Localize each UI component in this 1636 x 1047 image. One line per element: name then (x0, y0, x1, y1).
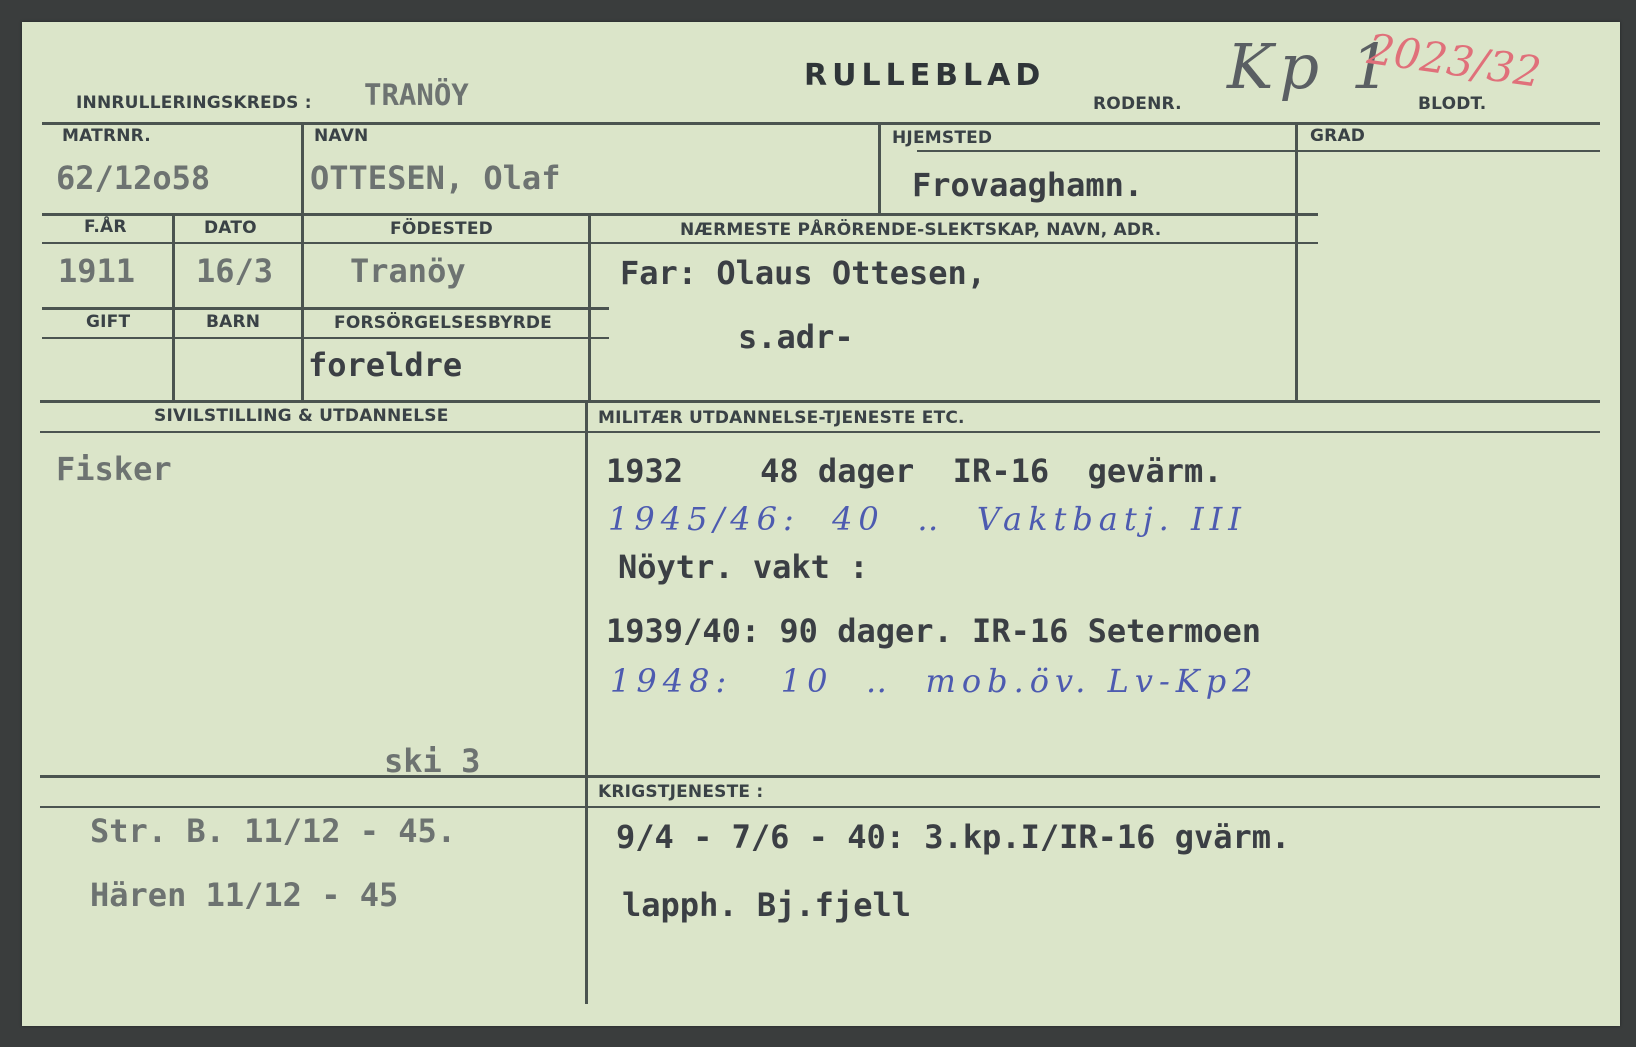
card-title: RULLEBLAD (804, 58, 1046, 93)
matrnr-label: MATRNR. (62, 126, 151, 146)
matrnr-value: 62/12o58 (56, 159, 211, 197)
rule-section-label (40, 431, 1600, 433)
krigstjeneste-label: KRIGSTJENESTE : (598, 782, 764, 802)
forsorgelse-value: foreldre (308, 346, 463, 384)
rule-row2-bottom (42, 307, 609, 310)
navn-label: NAVN (314, 126, 369, 146)
faar-label: F.ÅR (84, 217, 127, 237)
naermeste-label: NÆRMESTE PÅRÖRENDE-SLEKTSKAP, NAVN, ADR. (680, 220, 1162, 240)
dato-value: 16/3 (196, 252, 274, 290)
grad-label: GRAD (1310, 126, 1366, 146)
vrule-dato-fodested (301, 213, 304, 401)
gift-label: GIFT (86, 312, 131, 332)
militaer-label: MILITÆR UTDANNELSE-TJENESTE ETC. (598, 408, 965, 428)
forsorgelse-label: FORSÖRGELSESBYRDE (334, 313, 552, 333)
vrule-main-divider (585, 400, 588, 1004)
handwritten-kp-mark: Kp 1 (1227, 30, 1397, 103)
hjemsted-label: HJEMSTED (892, 128, 993, 148)
fodested-value: Tranöy (350, 252, 466, 290)
vrule-fodested-naermeste (588, 213, 591, 401)
naermeste-line2: s.adr- (738, 318, 854, 356)
rule-krig-label (40, 806, 1600, 808)
ski-note: ski 3 (384, 742, 481, 780)
rule-section-top (40, 400, 1600, 403)
sivilstilling-value: Fisker (56, 450, 172, 488)
vrule-matrnr-navn (301, 122, 304, 214)
militaer-line5-handwritten: 1948: 10 ‥ mob.öv. Lv-Kp2 (610, 662, 1259, 700)
vrule-faar-dato (172, 213, 175, 401)
militaer-line3: Nöytr. vakt : (618, 548, 869, 586)
navn-value: OTTESEN, Olaf (310, 159, 561, 197)
dato-label: DATO (204, 218, 257, 238)
vrule-navn-hjemsted (878, 122, 881, 214)
rulleblad-card (22, 22, 1620, 1026)
rule-row2-label (42, 242, 1318, 244)
barn-label: BARN (206, 312, 261, 332)
innrulleringskreds-value: TRANÖY (364, 78, 469, 112)
fodested-label: FÖDESTED (390, 219, 493, 239)
militaer-line4: 1939/40: 90 dager. IR-16 Setermoen (606, 612, 1262, 650)
militaer-line1: 1932 48 dager IR-16 gevärm. (606, 452, 1223, 490)
rule-row1-bottom (42, 213, 1318, 216)
krig-right-line1: 9/4 - 7/6 - 40: 3.kp.I/IR-16 gvärm. (616, 818, 1291, 856)
red-reference-number: 2023/32 (1364, 24, 1545, 97)
militaer-line2-handwritten: 1945/46: 40 ‥ Vaktbatj. III (608, 500, 1247, 538)
naermeste-line1: Far: Olaus Ottesen, (620, 254, 987, 292)
sivilstilling-label: SIVILSTILLING & UTDANNELSE (154, 406, 449, 426)
hjemsted-value: Frovaaghamn. (912, 166, 1144, 204)
krig-left-line1: Str. B. 11/12 - 45. (90, 812, 457, 850)
rodenr-label: RODENR. (1093, 94, 1182, 114)
blodt-label: BLODT. (1418, 94, 1487, 114)
krig-right-line2: lapph. Bj.fjell (622, 886, 911, 924)
rule-krig-top (40, 775, 1600, 778)
rule-hjemsted-label (917, 150, 1600, 152)
krig-left-line2: Hären 11/12 - 45 (90, 876, 399, 914)
rule-row3-label (42, 337, 609, 339)
vrule-grad (1295, 122, 1298, 402)
faar-value: 1911 (58, 252, 136, 290)
innrulleringskreds-label: INNRULLERINGSKREDS : (76, 93, 312, 113)
rule-top (42, 122, 1600, 125)
